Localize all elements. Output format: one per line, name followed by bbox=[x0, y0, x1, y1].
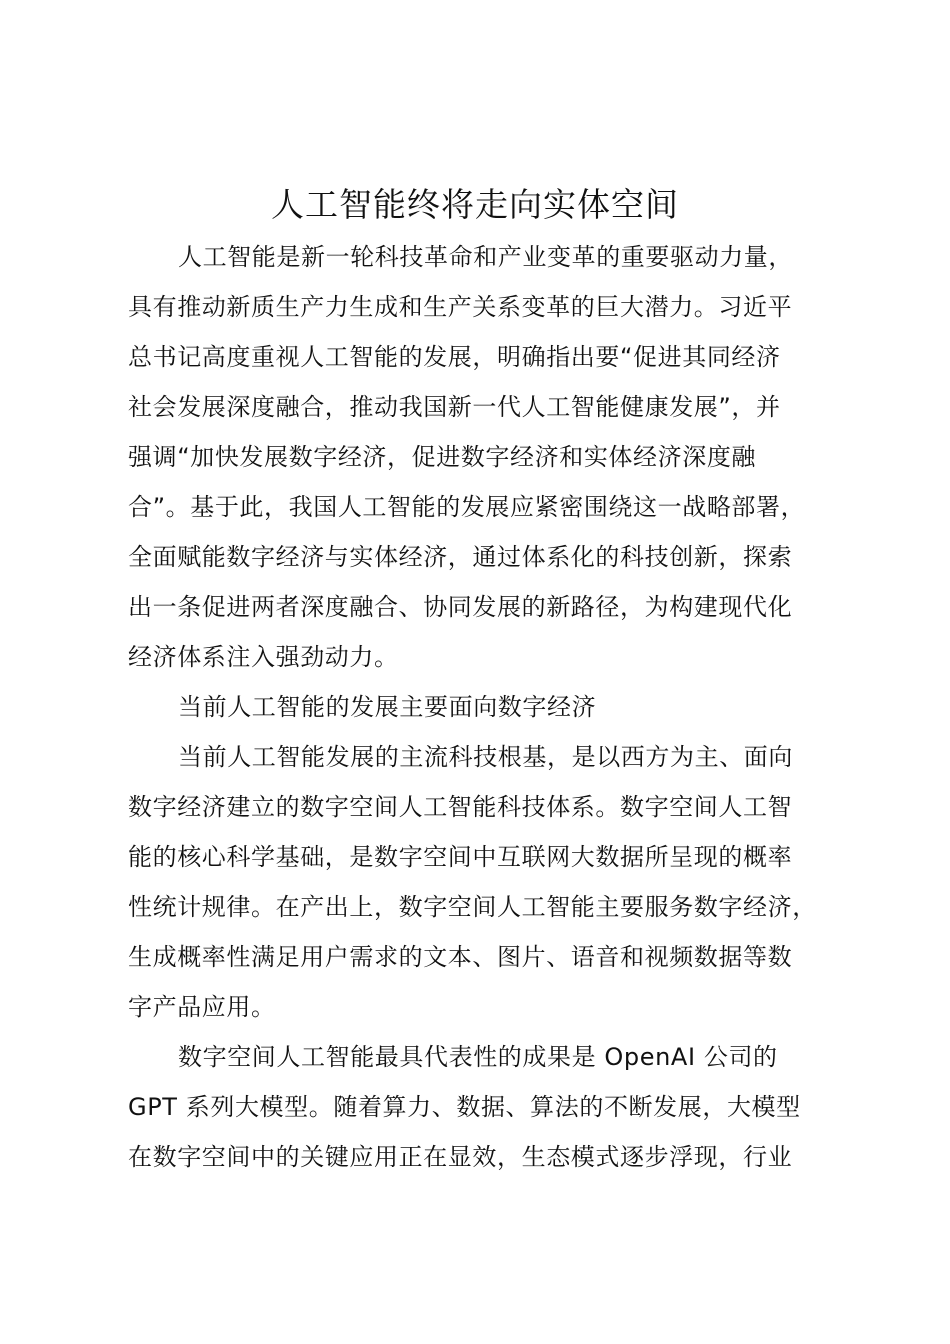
paragraph-line: 在数字空间中的关键应用正在显效，生态模式逐步浮现，行业 bbox=[128, 1143, 793, 1171]
paragraph-line: 当前人工智能发展的主流科技根基，是以西方为主、面向 bbox=[178, 743, 793, 771]
paragraph-line: 字产品应用。 bbox=[128, 993, 276, 1021]
paragraph-line: 社会发展深度融合，推动我国新一代人工智能健康发展”，并 bbox=[128, 393, 781, 421]
paragraph-line: 具有推动新质生产力生成和生产关系变革的巨大潜力。习近平 bbox=[128, 293, 793, 321]
paragraph-line: 总书记高度重视人工智能的发展，明确指出要“促进其同经济 bbox=[128, 343, 781, 371]
section-heading: 当前人工智能的发展主要面向数字经济 bbox=[178, 693, 597, 721]
paragraph-line: 生成概率性满足用户需求的文本、图片、语音和视频数据等数 bbox=[128, 943, 793, 971]
paragraph-line: 人工智能是新一轮科技革命和产业变革的重要驱动力量， bbox=[178, 243, 793, 271]
paragraph-line: 出一条促进两者深度融合、协同发展的新路径，为构建现代化 bbox=[128, 593, 793, 621]
document-title: 人工智能终将走向实体空间 bbox=[271, 185, 679, 224]
paragraph-line: 能的核心科学基础，是数字空间中互联网大数据所呈现的概率 bbox=[128, 843, 793, 871]
paragraph-line: 性统计规律。在产出上，数字空间人工智能主要服务数字经济， bbox=[128, 893, 817, 921]
paragraph-line: 全面赋能数字经济与实体经济，通过体系化的科技创新，探索 bbox=[128, 543, 793, 571]
paragraph-line: 强调“加快发展数字经济，促进数字经济和实体经济深度融 bbox=[128, 443, 757, 471]
paragraph-line: 数字空间人工智能最具代表性的成果是 OpenAI 公司的 bbox=[178, 1043, 778, 1071]
paragraph-line: 数字经济建立的数字空间人工智能科技体系。数字空间人工智 bbox=[128, 793, 793, 821]
document-body bbox=[128, 232, 858, 1182]
paragraph-line: 合”。基于此，我国人工智能的发展应紧密围绕这一战略部署， bbox=[128, 493, 806, 521]
paragraph-line: GPT 系列大模型。随着算力、数据、算法的不断发展，大模型 bbox=[128, 1093, 801, 1121]
paragraph-line: 经济体系注入强劲动力。 bbox=[128, 643, 399, 671]
